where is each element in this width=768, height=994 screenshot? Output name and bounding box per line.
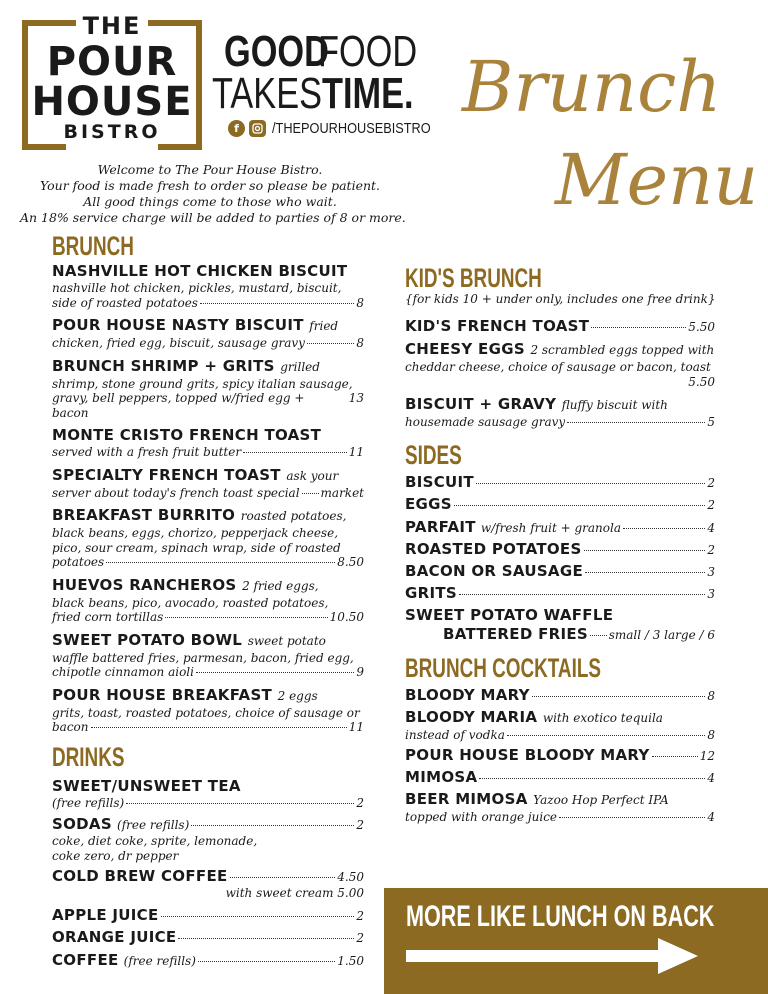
item-name: BISCUIT + GRAVY bbox=[405, 394, 557, 413]
item-name: SWEET/UNSWEET TEA bbox=[52, 776, 241, 795]
item-desc: chipotle cinnamon aioli bbox=[52, 665, 194, 679]
menu-item bbox=[405, 340, 715, 389]
menu-item bbox=[52, 262, 364, 310]
menu-item bbox=[405, 540, 715, 559]
item-price: 8 bbox=[356, 336, 364, 350]
item-name: MIMOSA bbox=[405, 767, 478, 786]
kids-title: KID'S BRUNCH bbox=[405, 263, 542, 293]
item-name: GRITS bbox=[405, 584, 457, 602]
item-price: 2 bbox=[356, 931, 364, 945]
item-price: 4 bbox=[707, 521, 715, 535]
menu-item bbox=[52, 686, 364, 735]
item-price: 2 bbox=[707, 543, 715, 557]
item-price: 2 bbox=[707, 476, 715, 490]
item-short: fried bbox=[309, 319, 339, 333]
logo bbox=[22, 12, 202, 150]
item-desc: instead of vodka bbox=[405, 728, 505, 742]
item-short: 2 fried eggs, bbox=[242, 578, 319, 593]
menu-item bbox=[405, 686, 715, 705]
brunch-title: BRUNCH bbox=[52, 231, 134, 261]
item-name: BREAKFAST BURRITO bbox=[52, 506, 236, 524]
menu-item bbox=[52, 316, 364, 351]
item-name: SPECIALTY FRENCH TOAST bbox=[52, 465, 281, 484]
item-desc: side of roasted potatoes bbox=[52, 295, 198, 310]
item-desc: fried corn tortillas bbox=[52, 610, 164, 624]
item-desc: nashville hot chicken, pickles, mustard, biscuit, bbox=[52, 281, 342, 295]
menu-item bbox=[405, 708, 715, 743]
item-price: 8.50 bbox=[337, 555, 364, 569]
item-name: POUR HOUSE NASTY BISCUIT bbox=[52, 316, 304, 334]
item-name: MONTE CRISTO FRENCH TOAST bbox=[52, 426, 322, 444]
item-short: (free refills) bbox=[123, 954, 196, 968]
kids-note: {for kids 10 + under only, includes one free drink} bbox=[405, 292, 716, 306]
item-name: EGGS bbox=[405, 495, 452, 513]
item-short: grilled bbox=[280, 359, 320, 374]
item-desc: chicken, fried egg, biscuit, sausage gravy bbox=[52, 336, 305, 350]
menu-item bbox=[52, 426, 364, 460]
item-price: 2 bbox=[707, 498, 715, 512]
menu-item bbox=[405, 495, 715, 514]
item-extra: with sweet cream 5.00 bbox=[225, 886, 364, 900]
menu-item bbox=[405, 317, 715, 336]
item-name: BRUNCH SHRIMP + GRITS bbox=[52, 356, 275, 375]
item-short: with exotico tequila bbox=[542, 711, 663, 725]
item-name: SWEET POTATO BOWL bbox=[52, 630, 243, 649]
item-short: ask your bbox=[286, 468, 339, 483]
social-links bbox=[228, 120, 459, 137]
item-desc: gravy, bell peppers, topped w/fried egg + bacon bbox=[52, 391, 305, 420]
script-title-menu: Menu bbox=[555, 139, 759, 221]
menu-item bbox=[405, 562, 715, 581]
item-price: 12 bbox=[699, 748, 715, 763]
menu-item bbox=[405, 746, 715, 765]
item-price: 11 bbox=[348, 445, 364, 459]
item-desc: grits, toast, roasted potatoes, choice of sausage or bbox=[52, 705, 360, 720]
script-title-brunch: Brunch bbox=[462, 46, 722, 128]
item-name: APPLE JUICE bbox=[52, 906, 159, 924]
menu-item bbox=[52, 814, 364, 863]
item-price: 5.50 bbox=[688, 374, 715, 389]
item-name: SWEET POTATO WAFFLE bbox=[405, 606, 614, 624]
menu-item bbox=[405, 473, 715, 492]
item-name: CHEESY EGGS bbox=[405, 340, 525, 358]
menu-item bbox=[52, 466, 364, 501]
welcome-line: An 18% service charge will be added to parties of 8 or more. bbox=[20, 210, 406, 225]
item-desc: cheddar cheese, choice of sausage or bacon, toast bbox=[405, 360, 711, 374]
item-name: POUR HOUSE BREAKFAST bbox=[52, 685, 273, 704]
welcome-line: Your food is made fresh to order so please be patient. bbox=[39, 178, 381, 193]
item-price: 5.50 bbox=[688, 320, 715, 334]
item-price: 9 bbox=[356, 665, 364, 679]
item-desc: coke zero, dr pepper bbox=[52, 848, 179, 863]
item-desc: server about today's french toast special bbox=[52, 485, 300, 500]
item-desc: waffle battered fries, parmesan, bacon, fried egg, bbox=[52, 650, 354, 665]
right-column bbox=[405, 262, 715, 830]
menu-item bbox=[405, 790, 715, 825]
menu-item bbox=[405, 395, 715, 430]
banner-text: MORE LIKE LUNCH ON BACK bbox=[406, 900, 715, 933]
item-desc: housemade sausage gravy bbox=[405, 414, 566, 429]
item-price: 3 bbox=[707, 565, 715, 579]
item-price: 4.50 bbox=[337, 870, 364, 884]
menu-item bbox=[52, 777, 364, 811]
item-price: small / 3 large / 6 bbox=[608, 628, 715, 642]
tagline-good: GOOD bbox=[224, 27, 329, 76]
item-desc: black beans, eggs, chorizo, pepperjack cheese, bbox=[52, 526, 339, 540]
logo-pour: POUR bbox=[46, 39, 178, 85]
item-desc: bacon bbox=[52, 720, 89, 734]
logo-the: THE bbox=[82, 12, 142, 40]
item-name: COLD BREW COFFEE bbox=[52, 867, 228, 885]
drinks-title: DRINKS bbox=[52, 741, 125, 772]
item-price: 8 bbox=[356, 295, 364, 310]
item-short: 2 eggs bbox=[277, 688, 318, 703]
logo-bistro: BISTRO bbox=[63, 121, 161, 143]
item-name: KID'S FRENCH TOAST bbox=[405, 317, 590, 335]
menu-item bbox=[405, 584, 715, 603]
left-column bbox=[52, 230, 364, 973]
item-name-cont: BATTERED FRIES bbox=[443, 625, 589, 643]
item-price: 13 bbox=[348, 391, 364, 405]
item-name: ORANGE JUICE bbox=[52, 928, 177, 946]
item-desc: shrimp, stone ground grits, spicy italian sausage, bbox=[52, 376, 353, 391]
item-name: POUR HOUSE BLOODY MARY bbox=[405, 745, 650, 764]
item-desc: potatoes bbox=[52, 555, 105, 569]
item-price: 2 bbox=[356, 909, 364, 923]
item-name: COFFEE bbox=[52, 951, 119, 969]
item-name: BISCUIT bbox=[405, 473, 474, 491]
lunch-banner[interactable] bbox=[384, 888, 768, 994]
item-desc: topped with orange juice bbox=[405, 809, 558, 824]
cocktails-title: BRUNCH COCKTAILS bbox=[405, 653, 601, 683]
tagline-takes: TAKES bbox=[212, 69, 322, 118]
menu-item bbox=[52, 576, 364, 625]
item-short: sweet potato bbox=[247, 633, 326, 648]
item-desc: pico, sour cream, spinach wrap, side of roasted bbox=[52, 540, 341, 555]
item-price: 4 bbox=[707, 770, 715, 785]
item-desc: served with a fresh fruit butter bbox=[52, 445, 242, 459]
item-short: roasted potatoes, bbox=[240, 509, 347, 523]
item-name: NASHVILLE HOT CHICKEN BISCUIT bbox=[52, 262, 348, 280]
item-name: PARFAIT bbox=[405, 518, 476, 536]
menu-item bbox=[52, 906, 364, 925]
arrow-right-icon bbox=[406, 938, 698, 974]
item-name: BEER MIMOSA bbox=[405, 789, 528, 808]
item-name: SODAS bbox=[52, 815, 112, 833]
item-short: fluffy biscuit with bbox=[561, 397, 668, 412]
item-price: 3 bbox=[707, 587, 715, 601]
welcome-text bbox=[20, 162, 406, 226]
item-price: 8 bbox=[707, 689, 715, 703]
menu-item bbox=[405, 768, 715, 787]
item-price: 11 bbox=[348, 720, 364, 734]
menu-item bbox=[52, 867, 364, 900]
item-desc: black beans, pico, avocado, roasted potatoes, bbox=[52, 595, 329, 610]
item-short: w/fresh fruit + granola bbox=[480, 521, 621, 535]
item-name: BLOODY MARY bbox=[405, 686, 530, 704]
tagline-time: TIME. bbox=[322, 69, 414, 118]
tagline-food: FOOD bbox=[318, 27, 418, 76]
facebook-icon[interactable]: f bbox=[228, 120, 245, 137]
item-short: 2 scrambled eggs topped with bbox=[530, 343, 715, 357]
item-desc: (free refills) bbox=[52, 795, 125, 810]
item-name: BACON OR SAUSAGE bbox=[405, 562, 584, 580]
logo-house: HOUSE bbox=[31, 79, 193, 125]
menu-item bbox=[52, 357, 364, 421]
menu-item bbox=[405, 517, 715, 537]
item-name: ROASTED POTATOES bbox=[405, 540, 582, 558]
item-price: market bbox=[320, 485, 364, 500]
item-price: 1.50 bbox=[337, 954, 364, 968]
item-name: BLOODY MARIA bbox=[405, 708, 538, 726]
sides-title: SIDES bbox=[405, 440, 462, 470]
menu-item bbox=[52, 928, 364, 947]
item-price: 10.50 bbox=[329, 610, 364, 624]
item-name: HUEVOS RANCHEROS bbox=[52, 575, 237, 594]
welcome-line: Welcome to The Pour House Bistro. bbox=[97, 162, 323, 177]
item-price: 8 bbox=[707, 728, 715, 742]
instagram-icon[interactable] bbox=[249, 120, 266, 137]
menu-item bbox=[52, 631, 364, 680]
item-price: 4 bbox=[707, 809, 715, 824]
menu-item bbox=[52, 506, 364, 570]
menu-item bbox=[405, 606, 715, 644]
item-short: (free refills) bbox=[117, 818, 190, 832]
item-price: 5 bbox=[707, 414, 715, 429]
item-desc: coke, diet coke, sprite, lemonade, bbox=[52, 834, 258, 848]
item-price: 2 bbox=[356, 818, 364, 832]
welcome-line: All good things come to those who wait. bbox=[83, 194, 337, 209]
menu-item bbox=[52, 950, 364, 970]
item-price: 2 bbox=[356, 795, 364, 810]
item-short: Yazoo Hop Perfect IPA bbox=[533, 792, 669, 807]
social-handle[interactable]: /THEPOURHOUSEBISTRO bbox=[272, 120, 431, 137]
